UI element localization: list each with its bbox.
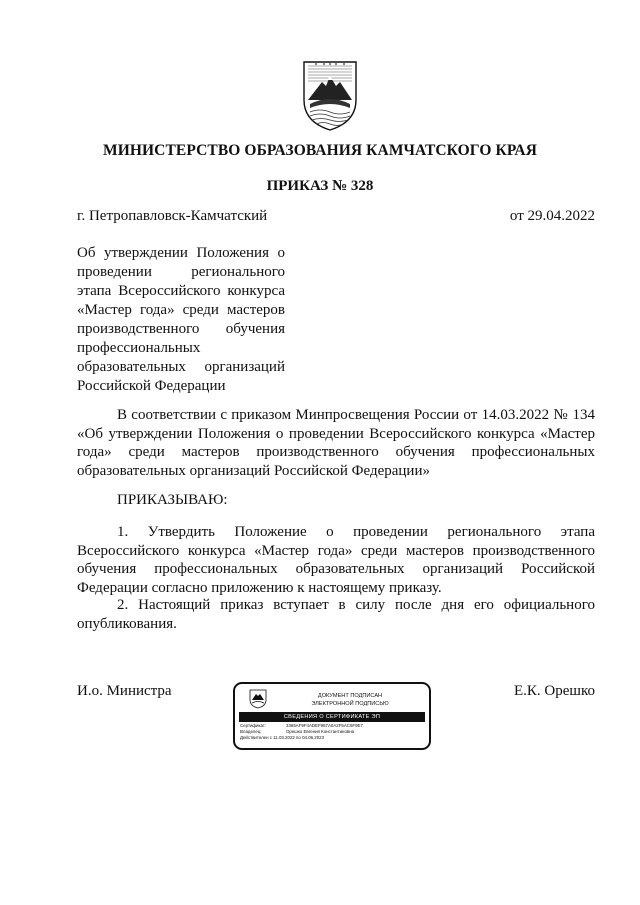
order-word: ПРИКАЗЫВАЮ:	[117, 492, 228, 508]
ministry-name: МИНИСТЕРСТВО ОБРАЗОВАНИЯ КАМЧАТСКОГО КРАЯ	[102, 142, 538, 159]
coat-of-arms-icon	[300, 60, 360, 132]
order-item-1: 1. Утвердить Положение о проведении регионального этапа Всероссийского конкурса «Мастер года» среди мастеров производственного обучения профессиональных образовательных организаций Российской Федерации согласно приложению к настоящему приказу.	[77, 524, 595, 596]
signatory-name: Е.К. Орешко	[514, 683, 595, 699]
stamp-owner-label: Владелец:	[240, 729, 262, 734]
preamble-paragraph: В соответствии с приказом Минпросвещения России от 14.03.2022 № 134 «Об утверждении Положения о проведении Всероссийского конкурса «Мастер года» среди мастеров производственного обучения профессиональных образовательных организаций Российской Федерации»	[77, 407, 595, 479]
stamp-title-line1: ДОКУМЕНТ ПОДПИСАН	[317, 693, 383, 699]
stamp-validity: Действителен с 11.03.2022 по 04.06.2023	[240, 735, 325, 740]
order-subject: Об утверждении Положения о проведении регионального этапа Всероссийского конкурса «Мастер года» среди мастеров производственного обучения профессиональных образовательных организаций Российской Федерации	[77, 245, 285, 394]
city: г. Петропавловск-Камчатский	[77, 208, 268, 224]
stamp-owner-value: Орешко Евгения Константиновна	[286, 729, 355, 734]
stamp-certificate-band: СВЕДЕНИЯ О СЕРТИФИКАТЕ ЭП	[239, 712, 425, 722]
stamp-cert-value: 3365AF9F4ADEF967A0A2F5AC6F9E7	[286, 723, 363, 728]
stamp-cert-label: Сертификат:	[240, 723, 267, 728]
stamp-title-line2: ЭЛЕКТРОННОЙ ПОДПИСЬЮ	[311, 701, 389, 707]
signatory-position: И.о. Министра	[77, 683, 172, 699]
coat-of-arms-icon	[249, 689, 267, 709]
electronic-signature-stamp	[233, 682, 431, 750]
order-title: ПРИКАЗ № 328	[266, 178, 374, 194]
order-item-2: 2. Настоящий приказ вступает в силу после дня его официального опубликования.	[77, 597, 595, 632]
order-date: от 29.04.2022	[509, 208, 595, 224]
